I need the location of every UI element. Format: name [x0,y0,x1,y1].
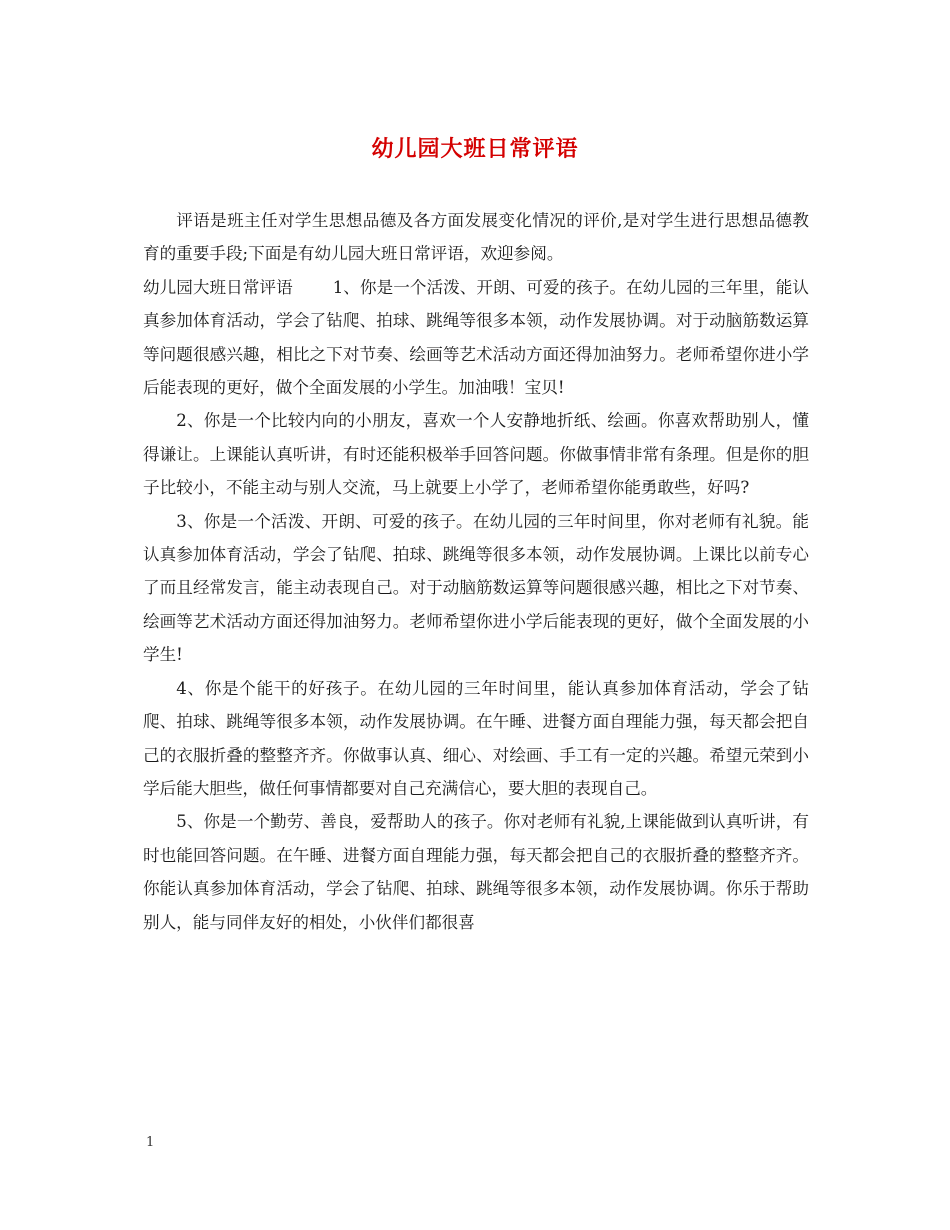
comment-paragraph-2: 2、你是一个比较内向的小朋友，喜欢一个人安静地折纸、绘画。你喜欢帮助别人，懂得谦让。上课能认真听讲，有时还能积极举手回答问题。你做事情非常有条理。但是你的胆子比较小，不能主动与别人交流，马上就要上小学了，老师希望你能勇敢些，好吗? [143,411,809,498]
section-heading: 幼儿园大班日常评语 [143,277,293,297]
comment-paragraph-4: 4、你是个能干的好孩子。在幼儿园的三年时间里，能认真参加体育活动，学会了钻爬、拍球、跳绳等很多本领，动作发展协调。在午睡、进餐方面自理能力强，每天都会把自己的衣服折叠的整整齐齐。你做事认真、细心、对绘画、手工有一定的兴趣。希望元荣到小学后能大胆些，做任何事情都要对自己充满信心，要大胆的表现自己。 [143,678,809,798]
comment-1-text: 1、你是一个活泼、开朗、可爱的孩子。在幼儿园的三年里，能认真参加体育活动，学会了钻爬、拍球、跳绳等很多本领，动作发展协调。对于动脑筋数运算等问题很感兴趣，相比之下对节奏、绘画等艺术活动方面还得加油努力。老师希望你进小学后能表现的更好，做个全面发展的小学生。加油哦！宝贝! [143,277,809,398]
comment-paragraph-5: 5、你是一个勤劳、善良，爱帮助人的孩子。你对老师有礼貌,上课能做到认真听讲，有时也能回答问题。在午睡、进餐方面自理能力强，每天都会把自己的衣服折叠的整整齐齐。你能认真参加体育活动，学会了钻爬、拍球、跳绳等很多本领，动作发展协调。你乐于帮助别人，能与同伴友好的相处，小伙伴们都很喜 [143,812,809,932]
comment-paragraph-1 [143,271,809,405]
intro-paragraph: 评语是班主任对学生思想品德及各方面发展变化情况的评价,是对学生进行思想品德教育的重要手段;下面是有幼儿园大班日常评语，欢迎参阅。 [143,211,809,264]
page-title: 幼儿园大班日常评语 [371,136,579,162]
document-body [143,204,809,939]
page-number: 1 [146,1135,155,1150]
comment-paragraph-3: 3、你是一个活泼、开朗、可爱的孩子。在幼儿园的三年时间里，你对老师有礼貌。能认真参加体育活动，学会了钻爬、拍球、跳绳等很多本领，动作发展协调。上课比以前专心了而且经常发言，能主动表现自己。对于动脑筋数运算等问题很感兴趣，相比之下对节奏、绘画等艺术活动方面还得加油努力。老师希望你进小学后能表现的更好，做个全面发展的小学生! [143,511,809,665]
